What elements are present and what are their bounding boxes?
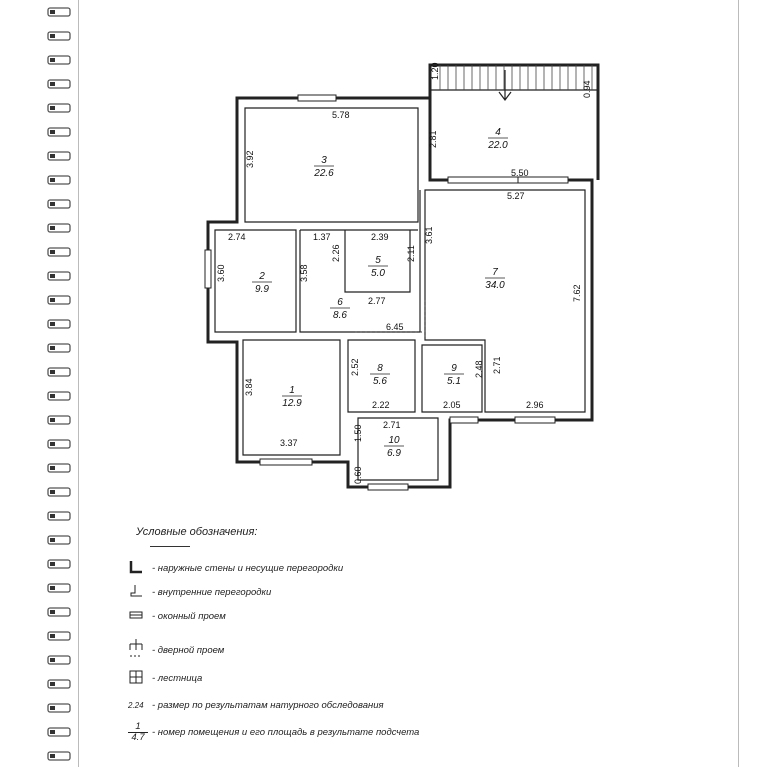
room-number: 4 — [495, 127, 501, 138]
room-area: 5.6 — [373, 376, 387, 387]
room-number: 1 — [289, 385, 295, 396]
room-area: 5.0 — [371, 268, 385, 279]
dimension-label: 1.50 — [353, 424, 363, 442]
dimension-label: 3.60 — [216, 264, 226, 282]
dimension-label: 5.27 — [507, 191, 525, 201]
room-area: 22.0 — [488, 140, 508, 151]
room-number: 6 — [337, 297, 343, 308]
terrace-hatch — [440, 65, 592, 90]
room-number: 2 — [259, 271, 265, 282]
window-icon — [128, 608, 148, 625]
room-area: 34.0 — [485, 280, 505, 291]
room-label-6 — [330, 297, 350, 321]
room-label-10 — [384, 435, 404, 459]
dimension-label: 1.37 — [313, 232, 331, 242]
dimension-label: 2.39 — [371, 232, 389, 242]
room-area: 5.1 — [447, 376, 461, 387]
dimension-label: 7.62 — [572, 284, 582, 302]
room-label-3 — [313, 155, 334, 179]
room-sample: $\frac{1}{4.7}$ — [128, 722, 148, 743]
stairs-arrow — [499, 70, 511, 100]
legend-item-inner-walls: - внутренние перегородки — [128, 584, 271, 601]
room-number: 8 — [377, 363, 383, 374]
dimension-label: 3.92 — [245, 150, 255, 168]
dimension-sample: 2.24 — [128, 700, 144, 710]
dimension-label: 3.84 — [244, 378, 254, 396]
room-label-8 — [370, 363, 390, 387]
dimension-label: 0.94 — [582, 80, 592, 98]
room-area: 9.9 — [255, 284, 269, 295]
room-number: 7 — [492, 267, 498, 278]
dimension-label: 6.45 — [386, 322, 404, 332]
dimension-label: 2.48 — [474, 360, 484, 378]
legend-title: Условные обозначения: — [136, 526, 258, 538]
dimension-label: 2.81 — [428, 130, 438, 148]
legend-item-dimension: 2.24 - размер по результатам натурного обследования — [128, 700, 384, 711]
legend-item-window: - оконный проем — [128, 608, 226, 625]
legend-item-stairs: - лестница — [128, 670, 202, 687]
dimension-label: 3.37 — [280, 438, 298, 448]
room-label-5 — [368, 255, 388, 279]
dimension-label: 2.71 — [383, 420, 401, 430]
room-number: 5 — [375, 255, 381, 266]
legend-item-room-label: $\frac{1}{4.7}$ - номер помещения и его площадь в результате подсчета — [128, 722, 419, 743]
room-label-2 — [252, 271, 272, 295]
dimension-label: 2.96 — [526, 400, 544, 410]
dimension-label: 2.71 — [492, 356, 502, 374]
room-number: 10 — [388, 435, 400, 446]
dimension-label: 5.50 — [511, 168, 529, 178]
legend-item-door: - дверной проем — [128, 638, 224, 663]
room-area: 12.9 — [282, 398, 302, 409]
room-area: 6.9 — [387, 448, 401, 459]
room-number: 9 — [451, 363, 457, 374]
dimension-label: 3.61 — [424, 226, 434, 244]
dimension-label: 2.77 — [368, 296, 386, 306]
room-number: 3 — [321, 155, 327, 166]
dimension-label: 2.74 — [228, 232, 246, 242]
dimension-label: 2.05 — [443, 400, 461, 410]
door-icon — [128, 638, 148, 663]
legend-item-outer-walls: - наружные стены и несущие перегородки — [128, 560, 343, 577]
room-label-1 — [282, 385, 302, 409]
dimension-label: 2.52 — [350, 358, 360, 376]
stairs-icon — [128, 670, 148, 687]
dimension-label: 0.60 — [353, 466, 363, 484]
room-label-7 — [485, 267, 505, 291]
room-area: 22.6 — [314, 168, 334, 179]
dimension-label: 2.11 — [406, 245, 416, 262]
dimension-label: 1.20 — [430, 62, 440, 80]
room-area: 8.6 — [333, 310, 347, 321]
room-label-9 — [444, 363, 464, 387]
dimension-label: 3.58 — [299, 264, 309, 282]
inner-wall-icon — [128, 584, 148, 601]
outer-wall-icon — [128, 560, 148, 577]
dimension-label: 5.78 — [332, 110, 350, 120]
dimension-label: 2.26 — [331, 244, 341, 262]
dimension-label: 2.22 — [372, 400, 390, 410]
room-label-4 — [487, 127, 508, 151]
terrace-walls — [430, 65, 598, 180]
legend-title-underline — [150, 546, 190, 547]
